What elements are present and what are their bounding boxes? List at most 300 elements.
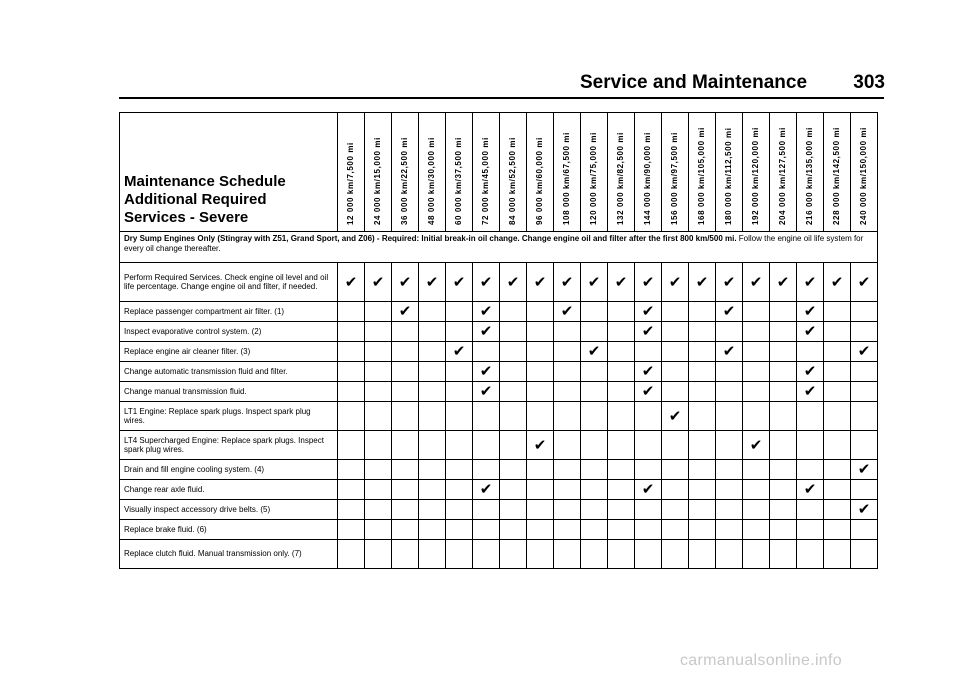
empty-cell: [446, 362, 473, 382]
interval-label: 228 000 km/142,500 mi: [832, 126, 841, 225]
table-row: [120, 382, 878, 402]
service-label: Perform Required Services. Check engine oil level and oil life percentage. Change engine oil and filter, if needed.: [120, 263, 338, 302]
empty-cell: [392, 431, 419, 460]
empty-cell: [662, 322, 689, 342]
title-line: Additional Required: [124, 191, 267, 208]
empty-cell: [473, 540, 500, 569]
empty-cell: [743, 520, 770, 540]
empty-cell: [743, 362, 770, 382]
empty-cell: [419, 302, 446, 322]
interval-label: 72 000 km/45,000 mi: [481, 137, 490, 225]
empty-cell: [419, 540, 446, 569]
empty-cell: [581, 431, 608, 460]
interval-header: [770, 113, 797, 232]
table-row: [120, 540, 878, 569]
empty-cell: [500, 362, 527, 382]
empty-cell: [689, 322, 716, 342]
empty-cell: [770, 480, 797, 500]
empty-cell: [662, 382, 689, 402]
interval-label: 216 000 km/135,000 mi: [805, 126, 814, 225]
empty-cell: [581, 480, 608, 500]
empty-cell: [581, 322, 608, 342]
empty-cell: [338, 460, 365, 480]
empty-cell: [500, 342, 527, 362]
empty-cell: [500, 540, 527, 569]
table-row: [120, 322, 878, 342]
table-row: [120, 342, 878, 362]
empty-cell: [743, 322, 770, 342]
empty-cell: [581, 402, 608, 431]
empty-cell: [851, 382, 878, 402]
empty-cell: [338, 382, 365, 402]
checkmark-icon: ✔: [527, 431, 554, 460]
empty-cell: [446, 460, 473, 480]
empty-cell: [419, 460, 446, 480]
empty-cell: [581, 540, 608, 569]
empty-cell: [608, 520, 635, 540]
empty-cell: [554, 500, 581, 520]
checkmark-icon: ✔: [473, 382, 500, 402]
empty-cell: [716, 322, 743, 342]
checkmark-icon: ✔: [851, 460, 878, 480]
empty-cell: [338, 342, 365, 362]
interval-header: [743, 113, 770, 232]
table-row: [120, 263, 878, 302]
empty-cell: [527, 342, 554, 362]
interval-header: [473, 113, 500, 232]
empty-cell: [608, 540, 635, 569]
empty-cell: [851, 480, 878, 500]
empty-cell: [554, 342, 581, 362]
empty-cell: [689, 480, 716, 500]
empty-cell: [419, 431, 446, 460]
empty-cell: [446, 520, 473, 540]
service-label: Replace brake fluid. (6): [120, 520, 338, 540]
empty-cell: [446, 431, 473, 460]
empty-cell: [851, 540, 878, 569]
interval-label: 60 000 km/37,500 mi: [454, 137, 463, 225]
empty-cell: [716, 480, 743, 500]
empty-cell: [365, 480, 392, 500]
interval-label: 108 000 km/67,500 mi: [562, 132, 571, 225]
service-label: LT4 Supercharged Engine: Replace spark plugs. Inspect spark plug wires.: [120, 431, 338, 460]
empty-cell: [662, 431, 689, 460]
interval-label: 36 000 km/22,500 mi: [400, 137, 409, 225]
interval-header: [419, 113, 446, 232]
empty-cell: [527, 362, 554, 382]
empty-cell: [473, 500, 500, 520]
empty-cell: [581, 302, 608, 322]
empty-cell: [689, 460, 716, 480]
empty-cell: [365, 460, 392, 480]
checkmark-icon: ✔: [500, 263, 527, 302]
empty-cell: [797, 460, 824, 480]
empty-cell: [797, 342, 824, 362]
empty-cell: [608, 500, 635, 520]
empty-cell: [689, 402, 716, 431]
empty-cell: [770, 402, 797, 431]
empty-cell: [527, 322, 554, 342]
empty-cell: [635, 402, 662, 431]
checkmark-icon: ✔: [635, 263, 662, 302]
empty-cell: [608, 302, 635, 322]
empty-cell: [770, 431, 797, 460]
empty-cell: [554, 540, 581, 569]
checkmark-icon: ✔: [797, 263, 824, 302]
empty-cell: [635, 342, 662, 362]
interval-label: 240 000 km/150,000 mi: [859, 126, 868, 225]
checkmark-icon: ✔: [338, 263, 365, 302]
title-line: Maintenance Schedule: [124, 173, 286, 190]
empty-cell: [770, 382, 797, 402]
empty-cell: [824, 540, 851, 569]
empty-cell: [365, 322, 392, 342]
empty-cell: [338, 431, 365, 460]
empty-cell: [419, 500, 446, 520]
table-row: [120, 362, 878, 382]
empty-cell: [716, 362, 743, 382]
empty-cell: [446, 480, 473, 500]
empty-cell: [446, 302, 473, 322]
checkmark-icon: ✔: [770, 263, 797, 302]
checkmark-icon: ✔: [392, 263, 419, 302]
interval-header: [824, 113, 851, 232]
empty-cell: [635, 540, 662, 569]
checkmark-icon: ✔: [365, 263, 392, 302]
empty-cell: [689, 500, 716, 520]
checkmark-icon: ✔: [662, 263, 689, 302]
empty-cell: [473, 342, 500, 362]
empty-cell: [365, 302, 392, 322]
checkmark-icon: ✔: [608, 263, 635, 302]
empty-cell: [824, 402, 851, 431]
interval-header: [716, 113, 743, 232]
empty-cell: [365, 402, 392, 431]
table-row: [120, 520, 878, 540]
interval-label: 204 000 km/127,500 mi: [778, 126, 787, 225]
empty-cell: [608, 322, 635, 342]
empty-cell: [716, 402, 743, 431]
empty-cell: [338, 302, 365, 322]
empty-cell: [500, 431, 527, 460]
empty-cell: [851, 362, 878, 382]
empty-cell: [689, 302, 716, 322]
empty-cell: [392, 342, 419, 362]
interval-label: 96 000 km/60,000 mi: [535, 137, 544, 225]
interval-label: 12 000 km/7,500 mi: [346, 142, 355, 225]
empty-cell: [662, 302, 689, 322]
service-label: Change rear axle fluid.: [120, 480, 338, 500]
empty-cell: [419, 520, 446, 540]
empty-cell: [824, 480, 851, 500]
section-title: Service and Maintenance: [580, 72, 808, 93]
empty-cell: [338, 540, 365, 569]
empty-cell: [554, 362, 581, 382]
empty-cell: [743, 460, 770, 480]
empty-cell: [581, 520, 608, 540]
empty-cell: [770, 520, 797, 540]
empty-cell: [365, 431, 392, 460]
empty-cell: [527, 480, 554, 500]
interval-header: [608, 113, 635, 232]
interval-label: 156 000 km/97,500 mi: [670, 132, 679, 225]
note-normal-text: Follow the engine oil life system for every oil change thereafter.: [124, 234, 864, 253]
checkmark-icon: ✔: [635, 382, 662, 402]
empty-cell: [581, 362, 608, 382]
empty-cell: [635, 431, 662, 460]
empty-cell: [365, 500, 392, 520]
empty-cell: [662, 520, 689, 540]
checkmark-icon: ✔: [554, 263, 581, 302]
checkmark-icon: ✔: [716, 263, 743, 302]
service-label: Visually inspect accessory drive belts. (5): [120, 500, 338, 520]
interval-header: [662, 113, 689, 232]
checkmark-icon: ✔: [689, 263, 716, 302]
empty-cell: [392, 322, 419, 342]
interval-label: 180 000 km/112,500 mi: [724, 127, 733, 225]
interval-label: 192 000 km/120,000 mi: [751, 126, 760, 225]
empty-cell: [581, 500, 608, 520]
empty-cell: [770, 342, 797, 362]
empty-cell: [770, 322, 797, 342]
empty-cell: [581, 460, 608, 480]
empty-cell: [743, 342, 770, 362]
interval-header: [689, 113, 716, 232]
empty-cell: [554, 382, 581, 402]
empty-cell: [770, 302, 797, 322]
empty-cell: [824, 342, 851, 362]
checkmark-icon: ✔: [851, 500, 878, 520]
service-label: Drain and fill engine cooling system. (4): [120, 460, 338, 480]
checkmark-icon: ✔: [824, 263, 851, 302]
empty-cell: [338, 362, 365, 382]
checkmark-icon: ✔: [851, 342, 878, 362]
empty-cell: [500, 480, 527, 500]
empty-cell: [392, 520, 419, 540]
maintenance-table: [119, 112, 878, 569]
empty-cell: [716, 500, 743, 520]
interval-label: 168 000 km/105,000 mi: [697, 126, 706, 225]
page-header: [580, 72, 885, 94]
service-label: Replace engine air cleaner filter. (3): [120, 342, 338, 362]
empty-cell: [743, 382, 770, 402]
empty-cell: [608, 362, 635, 382]
checkmark-icon: ✔: [797, 480, 824, 500]
interval-header: [392, 113, 419, 232]
table-row: [120, 402, 878, 431]
interval-label: 144 000 km/90,000 mi: [643, 132, 652, 225]
empty-cell: [770, 500, 797, 520]
header-row: [120, 113, 878, 232]
empty-cell: [419, 480, 446, 500]
checkmark-icon: ✔: [635, 480, 662, 500]
checkmark-icon: ✔: [797, 362, 824, 382]
service-label: LT1 Engine: Replace spark plugs. Inspect spark plug wires.: [120, 402, 338, 431]
interval-header: [365, 113, 392, 232]
interval-label: 84 000 km/52,500 mi: [508, 137, 517, 225]
empty-cell: [797, 540, 824, 569]
empty-cell: [743, 500, 770, 520]
checkmark-icon: ✔: [527, 263, 554, 302]
empty-cell: [392, 362, 419, 382]
checkmark-icon: ✔: [662, 402, 689, 431]
checkmark-icon: ✔: [635, 362, 662, 382]
empty-cell: [365, 520, 392, 540]
empty-cell: [473, 520, 500, 540]
checkmark-icon: ✔: [446, 342, 473, 362]
checkmark-icon: ✔: [554, 302, 581, 322]
empty-cell: [851, 302, 878, 322]
empty-cell: [662, 500, 689, 520]
checkmark-icon: ✔: [716, 342, 743, 362]
empty-cell: [527, 302, 554, 322]
service-label: Change manual transmission fluid.: [120, 382, 338, 402]
empty-cell: [365, 540, 392, 569]
empty-cell: [446, 322, 473, 342]
empty-cell: [500, 402, 527, 431]
interval-header: [500, 113, 527, 232]
service-label: Inspect evaporative control system. (2): [120, 322, 338, 342]
checkmark-icon: ✔: [797, 302, 824, 322]
empty-cell: [446, 540, 473, 569]
empty-cell: [851, 402, 878, 431]
empty-cell: [527, 402, 554, 431]
checkmark-icon: ✔: [743, 431, 770, 460]
checkmark-icon: ✔: [797, 322, 824, 342]
empty-cell: [824, 460, 851, 480]
empty-cell: [500, 460, 527, 480]
empty-cell: [662, 480, 689, 500]
empty-cell: [419, 342, 446, 362]
empty-cell: [419, 322, 446, 342]
empty-cell: [338, 322, 365, 342]
table-row: [120, 500, 878, 520]
page-number: 303: [853, 72, 885, 93]
empty-cell: [608, 342, 635, 362]
empty-cell: [851, 322, 878, 342]
interval-label: 132 000 km/82,500 mi: [616, 132, 625, 225]
note-row: [120, 232, 878, 263]
empty-cell: [716, 460, 743, 480]
interval-header: [797, 113, 824, 232]
empty-cell: [689, 540, 716, 569]
empty-cell: [716, 520, 743, 540]
checkmark-icon: ✔: [419, 263, 446, 302]
table-row: [120, 431, 878, 460]
empty-cell: [824, 520, 851, 540]
checkmark-icon: ✔: [473, 263, 500, 302]
empty-cell: [419, 402, 446, 431]
empty-cell: [446, 402, 473, 431]
empty-cell: [743, 540, 770, 569]
checkmark-icon: ✔: [797, 382, 824, 402]
empty-cell: [338, 480, 365, 500]
empty-cell: [824, 500, 851, 520]
note-bold-text: Dry Sump Engines Only (Stingray with Z51, Grand Sport, and Z06) - Required: Initial break-in oil change. Change engine oil and filter after the first 800 km/500 mi.: [124, 234, 737, 243]
empty-cell: [446, 500, 473, 520]
empty-cell: [797, 520, 824, 540]
empty-cell: [743, 402, 770, 431]
empty-cell: [554, 402, 581, 431]
empty-cell: [851, 431, 878, 460]
empty-cell: [662, 460, 689, 480]
dry-sump-note: [120, 232, 878, 263]
empty-cell: [500, 382, 527, 402]
empty-cell: [797, 402, 824, 431]
empty-cell: [554, 520, 581, 540]
checkmark-icon: ✔: [473, 302, 500, 322]
interval-label: 120 000 km/75,000 mi: [589, 132, 598, 225]
empty-cell: [500, 322, 527, 342]
empty-cell: [635, 460, 662, 480]
empty-cell: [392, 402, 419, 431]
empty-cell: [527, 520, 554, 540]
interval-header: [338, 113, 365, 232]
table-title: [120, 113, 338, 232]
empty-cell: [635, 500, 662, 520]
checkmark-icon: ✔: [581, 263, 608, 302]
empty-cell: [662, 342, 689, 362]
title-line: Services - Severe: [124, 209, 249, 226]
checkmark-icon: ✔: [473, 480, 500, 500]
checkmark-icon: ✔: [473, 322, 500, 342]
empty-cell: [824, 302, 851, 322]
empty-cell: [365, 362, 392, 382]
empty-cell: [473, 431, 500, 460]
empty-cell: [608, 382, 635, 402]
interval-header: [635, 113, 662, 232]
empty-cell: [689, 520, 716, 540]
empty-cell: [365, 342, 392, 362]
empty-cell: [338, 520, 365, 540]
empty-cell: [689, 382, 716, 402]
empty-cell: [527, 460, 554, 480]
empty-cell: [689, 342, 716, 362]
empty-cell: [473, 402, 500, 431]
empty-cell: [635, 520, 662, 540]
empty-cell: [446, 382, 473, 402]
checkmark-icon: ✔: [851, 263, 878, 302]
empty-cell: [608, 460, 635, 480]
empty-cell: [392, 500, 419, 520]
empty-cell: [473, 460, 500, 480]
table-row: [120, 480, 878, 500]
header-rule: [119, 97, 884, 99]
interval-header: [581, 113, 608, 232]
service-label: Change automatic transmission fluid and filter.: [120, 362, 338, 382]
empty-cell: [689, 431, 716, 460]
empty-cell: [392, 382, 419, 402]
checkmark-icon: ✔: [635, 302, 662, 322]
empty-cell: [527, 500, 554, 520]
empty-cell: [500, 520, 527, 540]
empty-cell: [716, 540, 743, 569]
checkmark-icon: ✔: [581, 342, 608, 362]
checkmark-icon: ✔: [446, 263, 473, 302]
empty-cell: [824, 431, 851, 460]
empty-cell: [554, 460, 581, 480]
interval-header: [851, 113, 878, 232]
empty-cell: [716, 431, 743, 460]
empty-cell: [743, 480, 770, 500]
empty-cell: [392, 460, 419, 480]
empty-cell: [662, 362, 689, 382]
table-row: [120, 460, 878, 480]
interval-header: [554, 113, 581, 232]
empty-cell: [554, 322, 581, 342]
service-label: Replace passenger compartment air filter. (1): [120, 302, 338, 322]
empty-cell: [824, 322, 851, 342]
